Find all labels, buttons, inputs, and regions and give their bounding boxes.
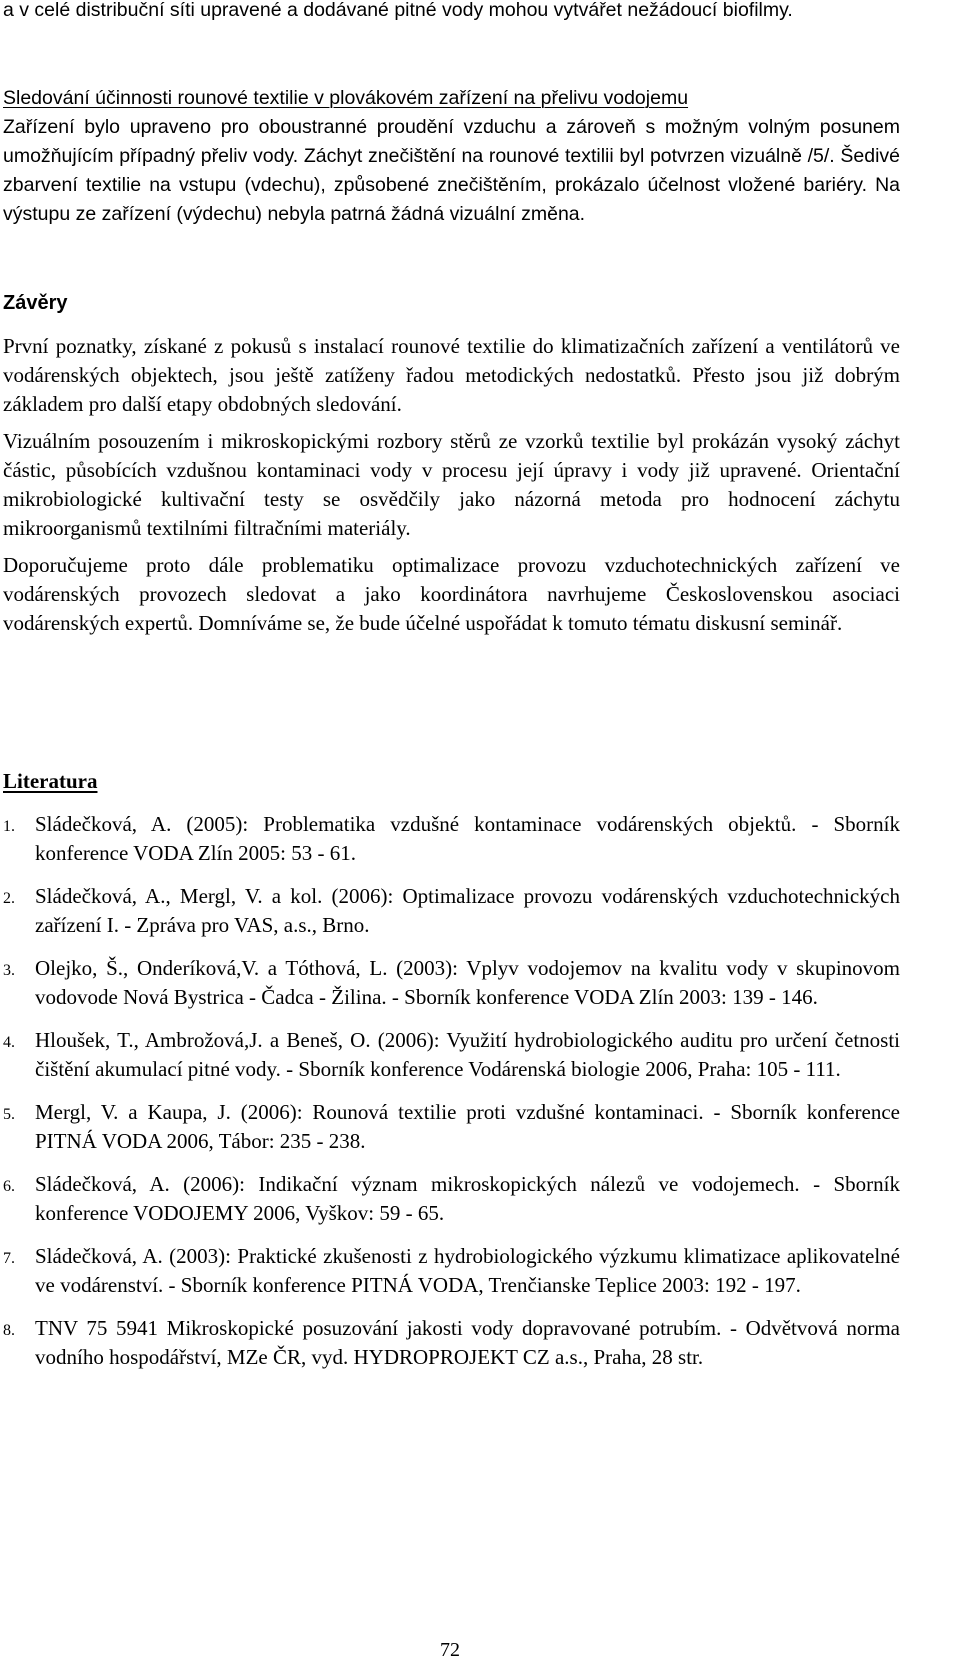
reference-text: Hloušek, T., Ambrožová,J. a Beneš, O. (2006): Využití hydrobiologického auditu pro určení četnosti čištění akumulací pitné vody. - Sborník konference Vodárenská biologie 2006, Praha: 105 - 111. [35, 1028, 900, 1081]
conclusions-paragraph-2: Vizuálním posouzením i mikroskopickými rozbory stěrů ze vzorků textilie byl prokázán vysoký záchyt částic, působících vzdušnou kontaminaci vody v procesu její úpravy i vody již upravené. Orientační mikrobiologické kultivační testy se osvědčily jako názorná metoda pro hodnocení záchytu mikroorganismů textilními filtračními materiály. [3, 429, 900, 540]
conclusions-section [3, 289, 900, 638]
section-textile-monitoring [3, 84, 900, 229]
section-title: Sledování účinnosti rounové textilie v plovákovém zařízení na přelivu vodojemu [3, 87, 689, 109]
reference-number: 4. [3, 1034, 15, 1051]
reference-item [3, 810, 900, 868]
reference-item [3, 1314, 900, 1372]
section-paragraph-part2: Záchyt znečištění na rounové textilii byl potvrzen vizuálně /5/. Šedivé zbarvení textilie na vstupu (vdechu), způsobené znečištěním, prokázalo účelnost vložené bariéry. Na výstupu ze zařízení (výdechu) nebyla patrná žádná vizuální změna. [3, 145, 900, 225]
reference-number: 1. [3, 818, 15, 835]
reference-number: 5. [3, 1106, 15, 1123]
reference-item [3, 1026, 900, 1084]
reference-text: Sládečková, A. (2006): Indikační význam mikroskopických nálezů ve vodojemech. - Sborník konference VODOJEMY 2006, Vyškov: 59 - 65. [35, 1172, 900, 1225]
reference-item [3, 1098, 900, 1156]
page-number: 72 [440, 1639, 460, 1661]
conclusions-paragraph-3: Doporučujeme proto dále problematiku optimalizace provozu vzduchotechnických zařízení ve vodárenských provozech sledovat a jako koordinátora navrhujeme Československou asociaci vodárenských expertů. Domníváme se, že bude účelné uspořádat k tomuto tématu diskusní seminář. [3, 553, 900, 635]
section-paragraph-part1: Zařízení bylo upraveno pro oboustranné proudění vzduchu a zároveň s možným volným posunem umožňujícím případný přeliv vody. [3, 116, 900, 167]
section-paragraph [3, 113, 900, 229]
reference-number: 2. [3, 890, 15, 907]
reference-text: TNV 75 5941 Mikroskopické posuzování jakosti vody dopravované potrubím. - Odvětvová norma vodního hospodářství, MZe ČR, vyd. HYDROPROJEKT CZ a.s., Praha, 28 str. [35, 1316, 900, 1369]
reference-number: 8. [3, 1322, 15, 1339]
reference-text: Sládečková, A. (2003): Praktické zkušenosti z hydrobiologického výzkumu klimatizace aplikovatelné ve vodárenství. - Sborník konference PITNÁ VODA, Trenčianske Teplice 2003: 192 - 197. [35, 1244, 900, 1297]
reference-text: Sládečková, A. (2005): Problematika vzdušné kontaminace vodárenských objektů. - Sborník konference VODA Zlín 2005: 53 - 61. [35, 812, 900, 865]
intro-paragraph-tail: a v celé distribuční síti upravené a dodávané pitné vody mohou vytvářet nežádoucí biofilmy. [3, 0, 793, 21]
reference-text: Sládečková, A., Mergl, V. a kol. (2006): Optimalizace provozu vodárenských vzduchotechnických zařízení I. - Zpráva pro VAS, a.s., Brno. [35, 884, 900, 937]
reference-item [3, 1242, 900, 1300]
reference-item [3, 1170, 900, 1228]
conclusions-heading: Závěry [3, 292, 68, 314]
reference-number: 7. [3, 1250, 15, 1267]
reference-text: Olejko, Š., Onderíková,V. a Tóthová, L. (2003): Vplyv vodojemov na kvalitu vody v skupinovom vodovode Nová Bystrica - Čadca - Žilina. - Sborník konference VODA Zlín 2003: 139 - 146. [35, 956, 900, 1009]
reference-number: 6. [3, 1178, 15, 1195]
references-heading: Literatura [3, 769, 98, 793]
reference-number: 3. [3, 962, 15, 979]
reference-item [3, 954, 900, 1012]
conclusions-paragraph-1: První poznatky, získané z pokusů s instalací rounové textilie do klimatizačních zařízení a ventilátorů ve vodárenských objektech, jsou ještě zatíženy řadou metodických nedostatků. Přesto jsou již dobrým základem pro další etapy obdobných sledování. [3, 334, 900, 416]
references-section [3, 767, 900, 1372]
reference-item [3, 882, 900, 940]
reference-text: Mergl, V. a Kaupa, J. (2006): Rounová textilie proti vzdušné kontaminaci. - Sborník konference PITNÁ VODA 2006, Tábor: 235 - 238. [35, 1100, 900, 1153]
